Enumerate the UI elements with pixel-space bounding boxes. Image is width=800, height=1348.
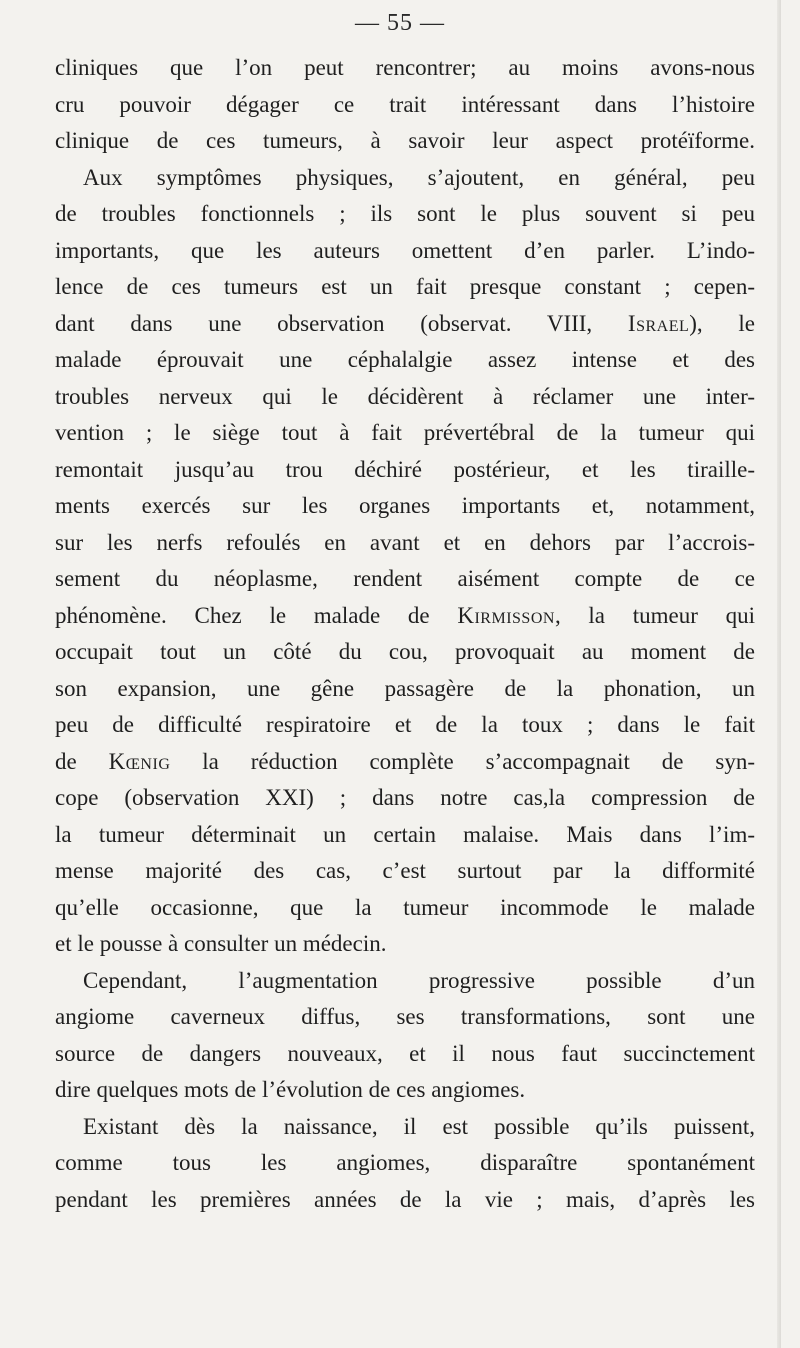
author-name: Kirmisson — [457, 602, 555, 628]
text-line: mense majorité des cas, c’est surtout par la difformité — [55, 858, 755, 883]
text-line: vention ; le siège tout à fait prévertébral de la tumeur qui — [55, 420, 755, 445]
body-text — [55, 50, 755, 1218]
text-line: comme tous les angiomes, disparaître spontanément — [55, 1150, 755, 1175]
text-line: occupait tout un côté du cou, provoquait au moment de — [55, 639, 755, 664]
text-segment: , la tumeur qui — [554, 602, 755, 628]
paragraph-start-line: Existant dès la naissance, il est possible qu’ils puissent, — [83, 1113, 755, 1139]
page-edge-shadow — [777, 0, 781, 1348]
paragraph-start-line: Aux symptômes physiques, s’ajoutent, en général, peu — [83, 164, 755, 190]
text-line: sur les nerfs refoulés en avant et en dehors par l’accrois- — [55, 529, 755, 555]
text-line: remontait jusqu’au trou déchiré postérieur, et les tiraille- — [55, 456, 755, 482]
text-segment: dant dans une observation (observat. VIII, — [55, 310, 628, 336]
text-line — [55, 744, 755, 781]
text-line: cope (observation XXI) ; dans notre cas,la compression de — [55, 785, 755, 810]
page-number: — 55 — — [355, 10, 445, 36]
text-line — [55, 306, 755, 343]
text-line: malade éprouvait une céphalalgie assez intense et des — [55, 347, 755, 372]
text-line: lence de ces tumeurs est un fait presque constant ; cepen- — [55, 274, 755, 299]
text-segment: la réduction complète s’accompagnait de syn- — [170, 748, 755, 774]
text-line: cru pouvoir dégager ce trait intéressant dans l’histoire — [55, 91, 755, 117]
text-segment: de — [55, 748, 109, 774]
text-line: la tumeur déterminait un certain malaise. Mais dans l’im- — [55, 821, 755, 847]
text-line — [55, 598, 755, 635]
text-line: ments exercés sur les organes importants et, notamment, — [55, 493, 755, 518]
text-line: pendant les premières années de la vie ; mais, d’après les — [55, 1186, 755, 1212]
author-name: Israel — [627, 310, 690, 336]
text-line: de troubles fonctionnels ; ils sont le plus souvent si peu — [55, 201, 755, 226]
paragraph-end-line: dire quelques mots de l’évolution de ces angiomes. — [55, 1077, 526, 1102]
paragraph-end-line: et le pousse à consulter un médecin. — [55, 931, 387, 956]
text-line: cliniques que l’on peut rencontrer; au moins avons-nous — [55, 55, 755, 80]
paragraph-start-line: Cependant, l’augmentation progressive possible d’un — [83, 967, 755, 993]
text-line: son expansion, une gêne passagère de la phonation, un — [55, 675, 755, 701]
text-line: angiome caverneux diffus, ses transformations, sont une — [55, 1004, 755, 1029]
text-line: source de dangers nouveaux, et il nous faut succinctement — [55, 1040, 755, 1066]
text-line: clinique de ces tumeurs, à savoir leur aspect protéïforme. — [55, 128, 755, 153]
text-segment: phénomène. Chez le malade de — [55, 602, 458, 628]
text-line: troubles nerveux qui le décidèrent à réclamer une inter- — [55, 383, 755, 409]
author-name: Kœnig — [108, 748, 171, 774]
text-line: peu de difficulté respiratoire et de la toux ; dans le fait — [55, 712, 755, 737]
text-line: sement du néoplasme, rendent aisément compte de ce — [55, 566, 755, 591]
text-segment: ), le — [689, 310, 755, 336]
text-line: qu’elle occasionne, que la tumeur incommode le malade — [55, 894, 755, 920]
text-line: importants, que les auteurs omettent d’en parler. L’indo- — [55, 237, 755, 263]
